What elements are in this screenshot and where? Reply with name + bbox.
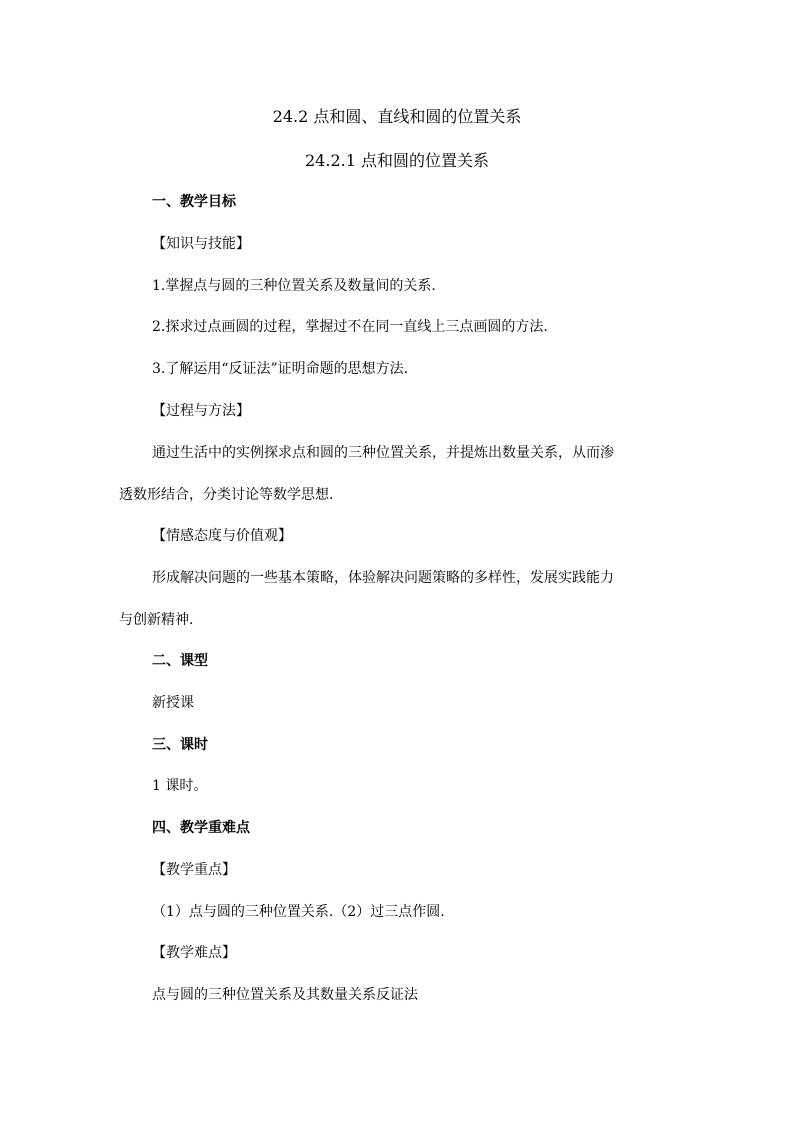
emotion-paragraph-line: 与创新精神. [119, 612, 194, 628]
difficult-points-text: 点与圆的三种位置关系及其数量关系反证法 [152, 987, 418, 1003]
knowledge-item: 2.探求过点画圆的过程，掌握过不在同一直线上三点画圆的方法. [152, 319, 548, 335]
section-heading-class-hours: 三、课时 [152, 737, 208, 753]
process-paragraph-line: 通过生活中的实例探求点和圆的三种位置关系，并提炼出数量关系，从而渗 [152, 445, 614, 461]
lesson-type-text: 新授课 [152, 695, 194, 711]
section-heading-objectives: 一、教学目标 [152, 194, 236, 210]
knowledge-item: 3.了解运用“反证法”证明命题的思想方法. [152, 361, 409, 377]
emotion-paragraph-line: 形成解决问题的一些基本策略，体验解决问题策略的多样性，发展实践能力 [152, 570, 614, 586]
subsection-label-difficult-points: 【教学难点】 [152, 945, 236, 961]
main-title: 24.2 点和圆、直线和圆的位置关系 [272, 107, 522, 126]
class-hours-text: 1 课时。 [152, 778, 208, 794]
subsection-label-knowledge: 【知识与技能】 [152, 236, 250, 252]
key-points-text: （1）点与圆的三种位置关系.（2）过三点作圆. [152, 904, 445, 920]
sub-title: 24.2.1 点和圆的位置关系 [305, 151, 489, 170]
subsection-label-key-points: 【教学重点】 [152, 862, 236, 878]
process-paragraph-line: 透数形结合，分类讨论等数学思想. [119, 487, 334, 503]
section-heading-lesson-type: 二、课型 [152, 653, 208, 669]
subsection-label-process: 【过程与方法】 [152, 403, 250, 419]
section-heading-key-difficult: 四、教学重难点 [152, 820, 250, 836]
knowledge-item: 1.掌握点与圆的三种位置关系及数量间的关系. [152, 278, 436, 294]
subsection-label-emotion: 【情感态度与价值观】 [152, 528, 292, 544]
